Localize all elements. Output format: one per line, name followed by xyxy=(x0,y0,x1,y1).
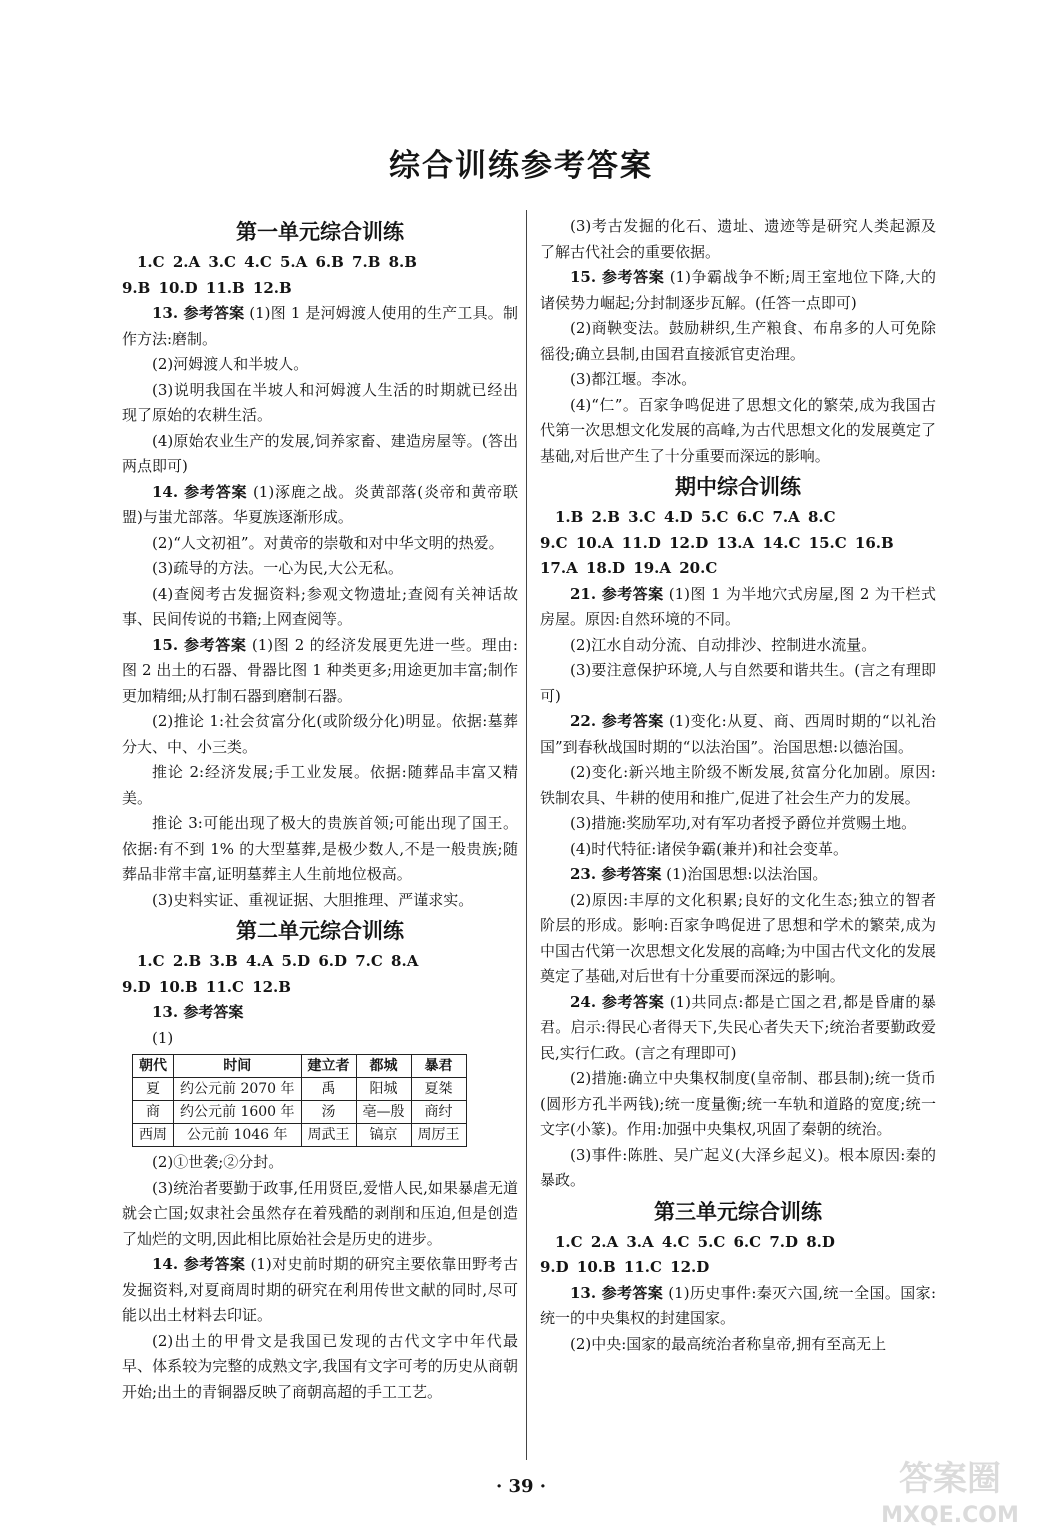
unit1-q13-3: (3)说明我国在半坡人和河姆渡人生活的时期就已经出现了原始的农耕生活。 xyxy=(122,380,518,424)
unit1-q15-3: 推论 2:经济发展;手工业发展。依据:随葬品丰富又精美。 xyxy=(122,763,518,807)
unit2-q14-3: (3)考古发掘的化石、遗址、遗迹等是研究人类起源及了解古代社会的重要依据。 xyxy=(540,217,936,261)
q-label: 13. 参考答案 xyxy=(152,304,245,322)
unit2-q14-1 xyxy=(122,1252,518,1329)
unit2-q13-2: (2)①世袭;②分封。 xyxy=(152,1153,284,1171)
unit1-q15-5: (3)史料实证、重视证据、大胆推理、严谨求实。 xyxy=(152,890,474,909)
q-label: 24. 参考答案 xyxy=(570,992,665,1011)
midterm-q21-1 xyxy=(540,582,936,633)
midterm-choice-answers-1: 1.B 2.B 3.C 4.D 5.C 6.C 7.A 8.C xyxy=(555,508,836,526)
midterm-q22-1 xyxy=(540,709,936,760)
unit2-choice-answers-1: 1.C 2.B 3.B 4.A 5.D 6.D 7.C 8.A xyxy=(137,952,419,970)
unit1-q14-1 xyxy=(122,480,518,531)
midterm-q21-3: (3)要注意保护环境,人与自然要和谐共生。(言之有理即可) xyxy=(540,661,936,705)
table-cell: 公元前 1046 年 xyxy=(174,1124,302,1147)
midterm-q24-1 xyxy=(540,990,936,1067)
answer-text: (1)图 2 的经济发展更先进一些。理由:图 2 出土的石器、骨器比图 1 种类更多;用途更加丰富;制作更加精细;从打制石器到磨制石器。 xyxy=(122,635,518,705)
unit2-q13-label xyxy=(122,1000,518,1026)
unit3-choice-answers-1: 1.C 2.A 3.A 4.C 5.C 6.C 7.D 8.D xyxy=(555,1232,835,1251)
answer-text: (1)治国思想:以法治国。 xyxy=(666,865,828,883)
unit2-heading: 第二单元综合训练 xyxy=(236,919,404,943)
q-label: 21. 参考答案 xyxy=(570,584,664,603)
watermark-text-cn: 答案圈 xyxy=(899,1459,1001,1499)
midterm-q21-2: (2)江水自动分流、自动排沙、控制进水流量。 xyxy=(570,635,877,654)
answer-text: (1)历史事件:秦灭六国,统一全国。国家:统一的中央集权的封建国家。 xyxy=(540,1283,936,1327)
unit1-q15-2: (2)推论 1:社会贫富分化(或阶级分化)明显。依据:墓葬分大、中、小三类。 xyxy=(122,712,518,756)
midterm-q23-1 xyxy=(540,862,936,888)
unit1-q15-1 xyxy=(122,633,518,710)
table-cell: 亳—殷 xyxy=(356,1101,411,1124)
table-cell: 夏桀 xyxy=(411,1078,466,1101)
q-label: 14. 参考答案 xyxy=(152,482,248,501)
unit1-q13-2: (2)河姆渡人和半坡人。 xyxy=(152,355,309,373)
q-label: 23. 参考答案 xyxy=(570,865,662,883)
page-number: · 39 · xyxy=(495,1476,547,1497)
unit3-choice-answers-2: 9.D 10.B 11.C 12.D xyxy=(540,1258,710,1276)
answer-text: (1)争霸战争不断;周王室地位下降,大的诸侯势力崛起;分封制逐步瓦解。(任答一点即可) xyxy=(540,268,936,312)
table-cell: 西周 xyxy=(133,1124,174,1147)
midterm-q22-2: (2)变化:新兴地主阶级不断发展,贫富分化加剧。原因:铁制农具、牛耕的使用和推广,促进了社会生产力的发展。 xyxy=(540,763,936,807)
midterm-q24-2: (2)措施:确立中央集权制度(皇帝制、郡县制);统一货币(圆形方孔半两钱);统一度量衡;统一车轨和道路的宽度;统一文字(小篆)。作用:加强中央集权,巩固了秦朝的统治。 xyxy=(540,1069,936,1138)
midterm-q22-3: (3)措施:奖励军功,对有军功者授予爵位并赏赐土地。 xyxy=(570,814,917,832)
column-divider xyxy=(526,210,527,1460)
midterm-choice-answers-3: 17.A 18.D 19.A 20.C xyxy=(540,559,718,577)
unit2-q13-3: (3)统治者要勤于政事,任用贤臣,爱惜人民,如果暴虐无道就会亡国;奴隶社会虽然存在着残酷的剥削和压迫,但是创造了灿烂的文明,因此相比原始社会是历史的进步。 xyxy=(122,1178,518,1248)
q-label: 15. 参考答案 xyxy=(152,635,247,654)
table-cell: 约公元前 1600 年 xyxy=(174,1101,302,1124)
table-cell: 商 xyxy=(133,1101,174,1124)
answer-text: (1)对史前时期的研究主要依靠田野考古发掘资料,对夏商周时期的研究在利用传世文献的同时,尽可能以出土材料去印证。 xyxy=(122,1255,519,1324)
unit2-q15-3: (3)都江堰。李冰。 xyxy=(570,370,697,388)
answer-text: (1)图 1 是河姆渡人使用的生产工具。制作方法:磨制。 xyxy=(122,304,518,348)
unit2-q13-1: (1) xyxy=(152,1028,174,1047)
table-cell: 禹 xyxy=(301,1078,356,1101)
unit1-q13-1 xyxy=(122,301,518,352)
unit2-q15-2: (2)商鞅变法。鼓励耕织,生产粮食、布帛多的人可免除徭役;确立县制,由国君直接派官吏治理。 xyxy=(540,319,936,363)
table-header-cell: 朝代 xyxy=(133,1055,174,1078)
table-cell: 汤 xyxy=(301,1101,356,1124)
unit2-q15-1 xyxy=(540,265,936,316)
table-cell: 镐京 xyxy=(356,1124,411,1147)
unit2-choice-answers-2: 9.D 10.B 11.C 12.B xyxy=(122,977,291,996)
table-cell: 约公元前 2070 年 xyxy=(174,1078,302,1101)
left-column xyxy=(122,214,518,1405)
unit3-heading: 第三单元综合训练 xyxy=(654,1199,822,1224)
answer-text: (1)共同点:都是亡国之君,都是昏庸的暴君。启示:得民心者得天下,失民心者失天下;统治者要勤政爱民,实行仁政。(言之有理即可) xyxy=(540,992,936,1062)
unit1-q15-4: 推论 3:可能出现了极大的贵族首领;可能出现了国王。依据:有不到 1% 的大型墓葬,是极少数人,不是一般贵族;随葬品非常丰富,证明墓葬主人生前地位极高。 xyxy=(122,814,518,883)
table-header-cell: 时间 xyxy=(174,1055,302,1078)
unit3-q13-1 xyxy=(540,1281,936,1332)
table-header-cell: 建立者 xyxy=(301,1055,356,1078)
unit1-choice-answers-2: 9.B 10.D 11.B 12.B xyxy=(122,278,292,297)
table-cell: 夏 xyxy=(133,1078,174,1101)
table-row xyxy=(133,1101,467,1124)
midterm-heading: 期中综合训练 xyxy=(675,475,801,499)
right-column xyxy=(540,214,936,1357)
table-header-cell: 暴君 xyxy=(411,1055,466,1078)
q-label: 13. 参考答案 xyxy=(152,1003,244,1021)
table-header-row xyxy=(133,1055,467,1078)
table-cell: 周厉王 xyxy=(411,1124,466,1147)
unit2-q15-4: (4)“仁”。百家争鸣促进了思想文化的繁荣,成为我国古代第一次思想文化发展的高峰,为古代思想文化的发展奠定了基础,对后世产生了十分重要而深远的影响。 xyxy=(540,395,936,465)
table-header-cell: 都城 xyxy=(356,1055,411,1078)
q-label: 15. 参考答案 xyxy=(570,268,665,286)
q-label: 13. 参考答案 xyxy=(570,1283,664,1302)
unit1-heading: 第一单元综合训练 xyxy=(236,220,404,244)
unit1-q14-4: (4)查阅考古发掘资料;参观文物遗址;查阅有关神话故事、民间传说的书籍;上网查阅等。 xyxy=(122,584,518,628)
dynasty-table xyxy=(132,1054,467,1147)
q-label: 22. 参考答案 xyxy=(570,712,664,730)
table-cell: 周武王 xyxy=(301,1124,356,1147)
q-label: 14. 参考答案 xyxy=(152,1255,246,1273)
unit2-q14-2: (2)出土的甲骨文是我国已发现的古代文字中年代最早、体系较为完整的成熟文字,我国有文字可考的历史从商朝开始;出土的青铜器反映了商朝高超的手工工艺。 xyxy=(122,1331,518,1401)
midterm-q23-2: (2)原因:丰厚的文化积累;良好的文化生态;独立的智者阶层的形成。影响:百家争鸣促进了思想和学术的繁荣,成为中国古代第一次思想文化发展的高峰;为中国古代文化的发展奠定了基础,对后世有十分重要而深远的影响。 xyxy=(540,890,936,985)
midterm-q24-3: (3)事件:陈胜、吴广起义(大泽乡起义)。根本原因:秦的暴政。 xyxy=(540,1145,936,1189)
table-row xyxy=(133,1078,467,1101)
table-row xyxy=(133,1124,467,1147)
unit1-choice-answers-1: 1.C 2.A 3.C 4.C 5.A 6.B 7.B 8.B xyxy=(137,253,417,271)
unit3-q13-2: (2)中央:国家的最高统治者称皇帝,拥有至高无上 xyxy=(570,1334,887,1353)
watermark-logo xyxy=(868,1452,1033,1530)
table-cell: 商纣 xyxy=(411,1101,466,1124)
page-title: 综合训练参考答案 xyxy=(389,148,653,184)
unit1-q14-3: (3)疏导的方法。一心为民,大公无私。 xyxy=(152,559,404,577)
answer-text: (1)图 1 为半地穴式房屋,图 2 为干栏式房屋。原因:自然环境的不同。 xyxy=(540,584,936,628)
midterm-choice-answers-2: 9.C 10.A 11.D 12.D 13.A 14.C 15.C 16.B xyxy=(540,533,894,552)
answer-text: (1)涿鹿之战。炎黄部落(炎帝和黄帝联盟)与蚩尤部落。华夏族逐渐形成。 xyxy=(122,482,518,526)
midterm-q22-4: (4)时代特征:诸侯争霸(兼并)和社会变革。 xyxy=(570,839,849,858)
unit1-q13-4: (4)原始农业生产的发展,饲养家畜、建造房屋等。(答出两点即可) xyxy=(122,431,518,475)
table-cell: 阳城 xyxy=(356,1078,411,1101)
unit1-q14-2: (2)“人文初祖”。对黄帝的崇敬和对中华文明的热爱。 xyxy=(152,533,504,552)
answer-text: (1)变化:从夏、商、西周时期的“以礼治国”到春秋战国时期的“以法治国”。治国思想:以德治国。 xyxy=(540,712,936,756)
watermark-text-en: MXQE.COM xyxy=(881,1503,1019,1528)
